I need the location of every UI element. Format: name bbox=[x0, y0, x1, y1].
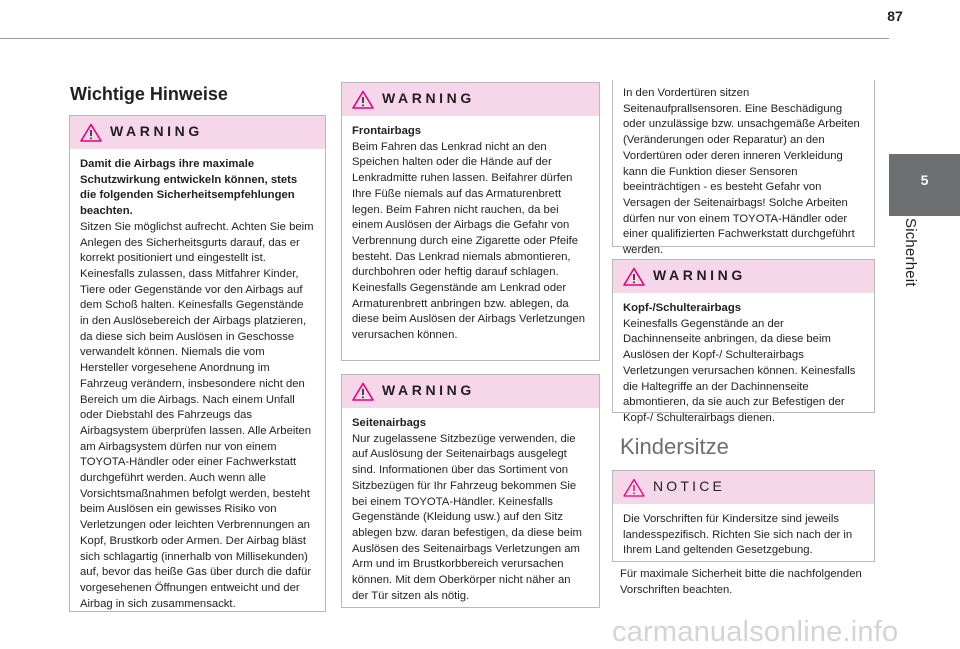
warning-lead: Frontairbags bbox=[352, 125, 422, 137]
warning-label: WARNING bbox=[382, 90, 475, 106]
warning-label: WARNING bbox=[653, 267, 746, 283]
warning-text: Sitzen Sie möglichst aufrecht. Achten Sie beim Anlegen des Sicherheitsgurts darauf, das er korrekt positioniert und eingestellt ist. Keinesfalls zulassen, dass Mitfahrer Kinder, Tiere oder Gegenstände vor den Airbags auf dem Schoß halten. Keinesfalls Gegenstände in den Auslösebereich der Airbags platzieren, da diese sich beim Auslösen in Geschosse verwandelt können. Niemals die vom Hersteller vorgesehene Anordnung im Fahrzeug verändern, insbesondere nicht den Bereich um die Airbags. Nach einem Unfall oder Diebstahl des Fahrzeugs das Airbagsystem überprüfen lassen. Alle Arbeiten am Airbagsystem dürfen nur von einem TOYOTA-Händler oder einer Fachwerkstatt durchgeführt werden. Auch wenn alle Vorsichtsmaßnahmen befolgt werden, besteht beim Auslösen ein gewisses Risiko von Verletzungen oder leichten Verbrennungen an Kopf, Brustkorb oder Armen. Der Airbag bläst sich schlagartig (innerhalb von Millisekunden) auf, bevor das heiße Gas über durch die dafür vorgesehenen Öffnungen entweicht und der Airbag in sich zusammensackt. bbox=[80, 220, 314, 610]
warning-lead: Seitenairbags bbox=[352, 417, 427, 429]
page-number: 87 bbox=[887, 8, 903, 24]
warning-text: Beim Fahren das Lenkrad nicht an den Speichen halten oder die Hände auf der Lenkradmitte ruhen lassen. Beifahrer dürfen Ihre Füße niemals auf das Armaturenbrett legen. Beim Fahren nicht rauchen, da bei einem Auslösen der Airbags die Gefahr von Verbrennung durch eine Zigarette oder Pfeife besteht. Das Lenkrad niemals abmontieren, durchbohren oder heftig darauf schlagen. Keinesfalls Gegenstände am Lenkrad oder Armaturenbrett anbringen bzw. ablegen, da diese beim Auslösen der Airbags Verletzungen verursachen können. bbox=[352, 140, 585, 342]
warning-text: In den Vordertüren sitzen Seitenaufprallsensoren. Eine Beschädigung oder unzulässige bzw. unsachgemäße Arbeiten (Veränderungen oder Reparatur) an den Vordertüren oder deren inneren Verkleidung kann die Funktion dieser Sensoren beeinträchtigen - es besteht Gefahr von Versagen der Seitenairbags! Solche Arbeiten dürfen nur von einem TOYOTA-Händler oder einer qualifizierten Fachwerkstatt durchgeführt werden. bbox=[623, 87, 860, 257]
warning-box-header bbox=[342, 375, 599, 408]
chapter-number: 5 bbox=[920, 172, 929, 188]
warning-label: WARNING bbox=[110, 123, 203, 139]
chapter-label: Sicherheit bbox=[902, 218, 919, 287]
warning-triangle-icon bbox=[352, 90, 374, 109]
warning-box-header bbox=[613, 260, 874, 293]
closing-text: Für maximale Sicherheit bitte die nachfolgenden Vorschriften beachten. bbox=[620, 568, 862, 596]
watermark: carmanualsonline.info bbox=[612, 616, 899, 648]
warning-box-head-airbags bbox=[612, 259, 875, 424]
warning-text: Keinesfalls Gegenstände an der Dachinnenseite anbringen, da diese beim Auslösen der Kopf-/ Schulterairbags Verletzungen verursachen können. Keinesfalls die Haltegriffe an der Dachinnenseite abmontieren, da sie auch zur Befestigen der Kopf-/ Schulterairbags dienen. bbox=[623, 317, 856, 424]
warning-triangle-icon bbox=[80, 123, 102, 142]
warning-triangle-icon bbox=[352, 382, 374, 401]
warning-label: WARNING bbox=[382, 382, 475, 398]
section-title: Kindersitze bbox=[620, 434, 729, 459]
notice-label: NOTICE bbox=[653, 478, 726, 494]
warning-box-header bbox=[342, 83, 599, 116]
notice-box-header bbox=[613, 471, 874, 504]
page-heading: Wichtige Hinweise bbox=[70, 84, 228, 104]
notice-text: Die Vorschriften für Kindersitze sind jeweils landesspezifisch. Richten Sie sich nach der in Ihrem Land geltenden Gesetzgebung. bbox=[623, 513, 853, 557]
notice-triangle-icon bbox=[623, 478, 645, 497]
warning-box-continuation bbox=[612, 80, 875, 257]
top-rule bbox=[0, 38, 889, 39]
warning-lead: Damit die Airbags ihre maximale Schutzwirkung entwickeln können, stets die folgenden Sicherheitsempfehlungen beachten. bbox=[80, 158, 298, 218]
warning-box-header bbox=[70, 116, 325, 149]
warning-box-front-airbags bbox=[341, 82, 600, 361]
notice-box-child-seats bbox=[612, 470, 875, 562]
warning-text: Nur zugelassene Sitzbezüge verwenden, die auf Auslösung der Seitenairbags ausgelegt sind. Informationen über das Sortiment von Sitzbezügen für Ihr Fahrzeug bekommen Sie bei einem TOYOTA-Händler. Keinesfalls Gegenstände (Kleidung usw.) auf den Sitz ablegen bzw. daran befestigen, da diese beim Auslösen des Seitenairbags Verletzungen am Arm und im Brustkorbbereich verursachen können. Mit dem Oberkörper nicht näher an der Tür sitzen als nötig. bbox=[352, 432, 582, 602]
warning-lead: Kopf-/Schulterairbags bbox=[623, 302, 742, 314]
warning-triangle-icon bbox=[623, 267, 645, 286]
warning-box-side-airbags bbox=[341, 374, 600, 608]
warning-box-general bbox=[69, 115, 326, 612]
